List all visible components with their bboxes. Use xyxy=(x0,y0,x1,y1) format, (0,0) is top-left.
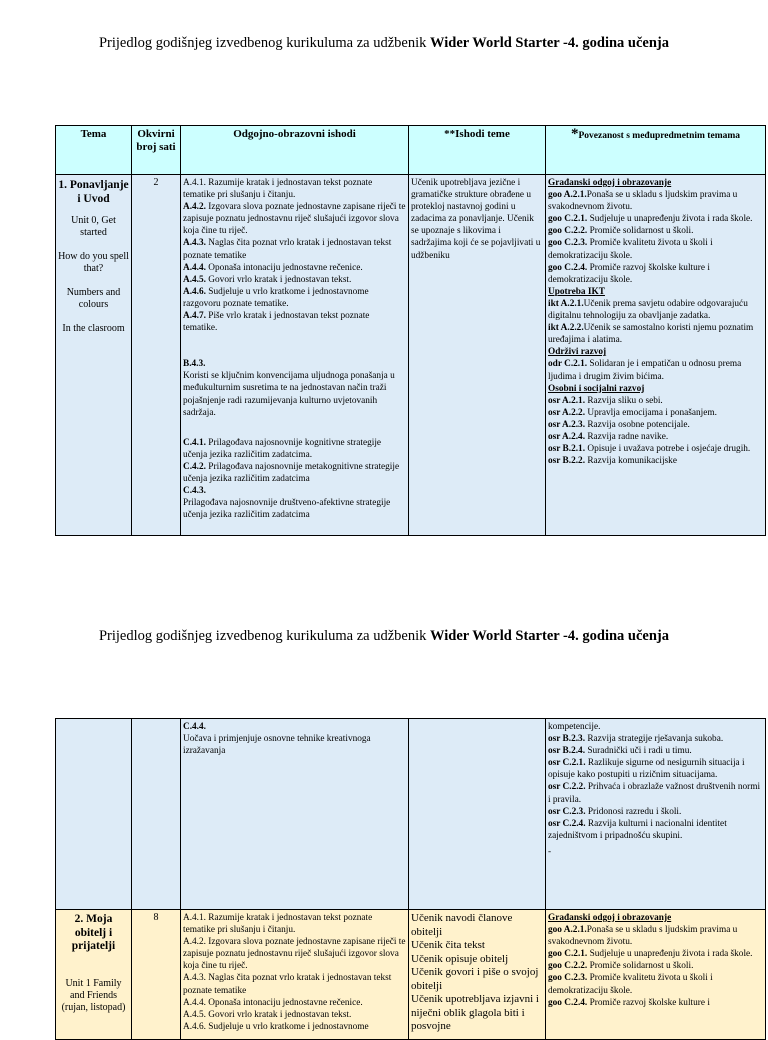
cross-code: goo A.2.1. xyxy=(548,925,587,936)
header-ishodi: Odgojno-obrazovni ishodi xyxy=(181,126,409,175)
cross-text: Razvija komunikacijske xyxy=(585,456,677,467)
cross-item xyxy=(548,322,763,346)
header-povezanost xyxy=(546,126,766,175)
outcome-text: Prilagođava najosnovnije kognitivne strategije učenja jezika različitim zadatcima. xyxy=(183,437,382,460)
outcome-text: Prilagođava najosnovnije metakognitivne strategije učenja jezika različitim zadatcima xyxy=(183,461,400,484)
header-ishodi-teme xyxy=(409,126,546,175)
unit-title: 2. Moja obitelj i prijatelji xyxy=(71,913,116,952)
cross-heading: Građanski odgoj i obrazovanje xyxy=(548,913,672,923)
cross-item xyxy=(548,972,763,996)
povezanost-label: Povezanost s međupredmetnim temama xyxy=(578,131,741,141)
table-header-row xyxy=(56,126,766,175)
cross-curricular-cell xyxy=(546,719,766,910)
cross-text: Ponaša se u skladu s ljudskim pravima u svakodnevnom životu. xyxy=(548,925,738,948)
cross-heading: Upotreba IKT xyxy=(548,286,605,297)
cross-text: Ponaša se u skladu s ljudskim pravima u svakodnevnom životu. xyxy=(548,190,738,213)
cross-heading: Osobni i socijalni razvoj xyxy=(548,383,645,394)
outcome-code-c43: C.4.3. xyxy=(183,486,206,497)
cross-item xyxy=(548,189,763,213)
curriculum-table-1 xyxy=(55,125,766,536)
outcome xyxy=(183,274,406,286)
cross-code: osr C.2.1. xyxy=(548,758,586,769)
hours-cell-empty xyxy=(132,719,181,910)
cross-text: Promiče solidarnost u školi. xyxy=(587,961,694,972)
cross-text: Prihvaća i obrazlaže važnost društvenih normi i pravila. xyxy=(548,782,761,805)
cross-code: osr A.2.3. xyxy=(548,419,586,430)
cross-code: goo C.2.3. xyxy=(548,973,588,984)
cross-item xyxy=(548,225,763,237)
cross-code: osr A.2.1. xyxy=(548,395,586,406)
cross-heading: Održivi razvoj xyxy=(548,347,607,358)
outcome-code: A.4.2. xyxy=(183,202,206,213)
cross-item xyxy=(548,733,763,745)
cross-text: Opisuje i uvažava potrebe i osjećaje drugih. xyxy=(585,444,751,455)
cross-text: Sudjeluje u unapređenju života i rada škole. xyxy=(587,949,753,960)
outcome-text: Govori vrlo kratak i jednostavan tekst. xyxy=(205,274,352,285)
outcome-code: A.4.7. xyxy=(183,311,206,322)
outcome xyxy=(183,461,406,485)
cross-item xyxy=(548,298,763,322)
asterisk: * xyxy=(570,126,579,142)
outcomes-cell xyxy=(181,910,409,1040)
cross-heading: Građanski odgoj i obrazovanje xyxy=(548,178,672,188)
cross-text: Razvija radne navike. xyxy=(585,431,669,442)
theme-outcome: Učenik navodi članove obitelji xyxy=(411,912,513,938)
table-row-unit-2 xyxy=(56,910,766,1040)
theme-outcome: Učenik opisuje obitelj xyxy=(411,952,509,965)
outcome-code: C.4.1. xyxy=(183,437,206,448)
outcome xyxy=(183,237,406,261)
outcome xyxy=(183,437,406,461)
cross-code: ikt A.2.1. xyxy=(548,298,584,309)
cross-item xyxy=(548,443,763,455)
outcome xyxy=(183,201,406,237)
cross-text: Promiče razvoj školske kulture i xyxy=(587,997,710,1008)
unit-sub: Numbers and colours xyxy=(66,287,121,310)
outcome xyxy=(183,286,406,310)
title-bold-part: Wider World Starter -4. godina učenja xyxy=(430,35,669,51)
table-row-continued xyxy=(56,719,766,910)
outcome-code: A.4.4. xyxy=(183,262,206,273)
cross-text: Učenik prema savjetu odabire odgovarajuću digitalnu tehnologiju za obavljanje zadatka. xyxy=(548,298,748,322)
tema-cell-empty xyxy=(56,719,132,910)
cross-item xyxy=(548,431,763,443)
outcome-text: Razumije kratak i jednostavan tekst poznate tematike pri slušanju i čitanju. xyxy=(183,178,373,201)
page-title-2 xyxy=(0,628,768,645)
theme-outcome: Učenik čita tekst xyxy=(411,939,485,951)
outcome-code: A.4.3. xyxy=(183,238,206,249)
cross-item xyxy=(548,262,763,286)
outcome-code: A.4.5. xyxy=(183,274,206,285)
cross-item xyxy=(548,455,763,467)
cross-item xyxy=(548,781,763,805)
cross-lead-text: kompetencije. xyxy=(548,722,601,732)
cross-code: goo C.2.3. xyxy=(548,238,588,249)
cross-item xyxy=(548,745,763,757)
title-normal-part: Prijedlog godišnjeg izvedbenog kurikuluma za udžbenik xyxy=(98,35,430,51)
cross-item xyxy=(548,237,763,261)
cross-code: osr C.2.3. xyxy=(548,806,586,817)
cross-item xyxy=(548,948,763,960)
title-bold-part: Wider World Starter -4. godina učenja xyxy=(430,628,669,644)
outcome xyxy=(183,310,406,334)
cross-item xyxy=(548,997,763,1009)
cross-text: Učenik se samostalno koristi njemu poznatim uređajima i alatima. xyxy=(548,323,754,346)
outcome-code-b43: B.4.3. xyxy=(183,359,206,370)
cross-text: Sudjeluje u unapređenju života i rada škole. xyxy=(587,214,753,225)
cross-item xyxy=(548,757,763,781)
hours-cell: 8 xyxy=(132,910,181,1040)
title-normal-part: Prijedlog godišnjeg izvedbenog kurikuluma za udžbenik xyxy=(98,628,430,644)
cross-code: osr B.2.3. xyxy=(548,734,586,745)
curriculum-table-2 xyxy=(55,718,766,1040)
cross-item xyxy=(548,806,763,818)
cross-code: osr C.2.2. xyxy=(548,782,586,793)
outcome: A.4.2. Izgovara slova poznate jednostavne zapisane riječi te zapisuje poznatu jednostavnu riječ slušajući izgovor slova koja čine tu riječ. xyxy=(183,937,406,972)
cross-code: osr B.2.1. xyxy=(548,444,586,455)
cross-text: Razlikuje sigurne od nesigurnih situacija i opisuje kako postupiti u rizičnim situacijama. xyxy=(548,758,745,781)
cross-text: Razvija osobne potencijale. xyxy=(585,419,690,430)
outcome-code: C.4.2. xyxy=(183,461,206,472)
cross-item xyxy=(548,818,763,842)
cross-item xyxy=(548,924,763,948)
cross-text: Razvija strategije rješavanja sukoba. xyxy=(585,734,724,745)
cross-item xyxy=(548,960,763,972)
cross-code: osr B.2.4. xyxy=(548,746,586,757)
cross-item xyxy=(548,419,763,431)
cross-text: Promiče solidarnost u školi. xyxy=(587,226,694,237)
cross-text: Solidaran je i empatičan u odnosu prema ljudima i drugim živim bićima. xyxy=(548,359,742,382)
cross-item xyxy=(548,358,763,382)
outcome-code-c44: C.4.4. xyxy=(183,722,206,732)
unit-title: 1. Ponavljanje i Uvod xyxy=(58,179,129,205)
outcome xyxy=(183,177,406,201)
cross-code: goo C.2.4. xyxy=(548,262,588,273)
theme-outcomes-cell xyxy=(409,910,546,1040)
cross-code: goo C.2.2. xyxy=(548,226,588,237)
outcomes-cell xyxy=(181,719,409,910)
unit-sub: How do you spell that? xyxy=(58,251,129,274)
asterisks: ** xyxy=(444,128,456,140)
outcome-text: Piše vrlo kratak i jednostavan tekst poznate tematike. xyxy=(183,311,370,334)
cross-item xyxy=(548,395,763,407)
outcome-text-b43: Koristi se ključnim konvencijama uljudnoga ponašanja u međukulturnim susretima te na jednostavan način traži pojašnjenje radi razumijevanja kulturno uvjetovanih sadržaja. xyxy=(183,371,395,418)
cross-code: osr A.2.2. xyxy=(548,407,586,418)
cross-code: goo C.2.4. xyxy=(548,997,588,1008)
unit-sub: Unit 1 Family and Friends (rujan, listopad) xyxy=(61,977,126,1013)
theme-outcomes-cell: Učenik upotrebljava jezične i gramatičke strukture obrađene u protekloj nastavnoj godini u zadacima za ponavljanje. Učenik se upoznaje s likovima i sadržajima koji će se pojavljivati u udžbeniku xyxy=(409,175,546,536)
outcome-text: Oponaša intonaciju jednostavne rečenice. xyxy=(205,262,363,273)
cross-code: odr C.2.1. xyxy=(548,359,588,370)
header-okvirni: Okvirni broj sati xyxy=(132,126,181,175)
cross-text: Upravlja emocijama i ponašanjem. xyxy=(585,407,717,418)
cross-code: osr B.2.2. xyxy=(548,456,586,467)
outcome-text-c43: Prilagođava najosnovnije društveno-afektivne strategije učenja jezika različitim zadatcima xyxy=(183,498,391,521)
tema-cell xyxy=(56,175,132,536)
outcome-text: Izgovara slova poznate jednostavne zapisane riječi te zapisuje poznatu jednostavnu riječ slušajući izgovor slova koja čine tu riječ. xyxy=(183,202,406,237)
theme-outcomes-cell-empty xyxy=(409,719,546,910)
unit-sub: Unit 0, Get started xyxy=(71,215,116,238)
cross-text: Suradnički uči i radi u timu. xyxy=(585,746,692,757)
hours-cell: 2 xyxy=(132,175,181,536)
cross-curricular-cell xyxy=(546,910,766,1040)
cross-code: ikt A.2.2. xyxy=(548,323,584,334)
outcome-text: Naglas čita poznat vrlo kratak i jednostavan tekst poznate tematike xyxy=(183,238,392,261)
outcome-code: A.4.1. xyxy=(183,178,206,188)
outcome xyxy=(183,262,406,274)
cross-item xyxy=(548,407,763,419)
outcomes-cell xyxy=(181,175,409,536)
outcome: A.4.4. Oponaša intonaciju jednostavne rečenice. xyxy=(183,997,363,1008)
outcome-text: Sudjeluje u vrlo kratkome i jednostavnome razgovoru poznate tematike. xyxy=(183,286,369,309)
dash-text: - xyxy=(548,846,552,857)
header-tema: Tema xyxy=(56,126,132,175)
cross-code: goo C.2.2. xyxy=(548,961,588,972)
cross-text: Razvija kulturni i nacionalni identitet zajedništvom i pripadnošću skupini. xyxy=(548,818,727,841)
ishodi-teme-label: Ishodi teme xyxy=(455,128,510,140)
unit-sub: In the clasroom xyxy=(62,323,125,334)
page-title xyxy=(0,35,768,52)
cross-code: goo C.2.1. xyxy=(548,214,588,225)
outcome: A.4.6. Sudjeluje u vrlo kratkome i jednostavnome xyxy=(183,1021,369,1032)
cross-curricular-cell xyxy=(546,175,766,536)
cross-text: Promiče razvoj školske kulture i demokratizaciju škole. xyxy=(548,262,710,285)
cross-text: Pridonosi razredu i školi. xyxy=(585,806,682,817)
cross-code: osr A.2.4. xyxy=(548,431,586,442)
outcome: A.4.3. Naglas čita poznat vrlo kratak i jednostavan tekst poznate tematike xyxy=(183,973,392,996)
cross-text: Razvija sliku o sebi. xyxy=(585,395,663,406)
outcome-code: A.4.6. xyxy=(183,286,206,297)
cross-code: goo A.2.1. xyxy=(548,190,587,201)
outcome: A.4.5. Govori vrlo kratak i jednostavan tekst. xyxy=(183,1009,352,1020)
table-row-unit-1 xyxy=(56,175,766,536)
cross-text: Promiče kvalitetu života u školi i demokratizaciju škole. xyxy=(548,973,713,996)
cross-code: osr C.2.4. xyxy=(548,818,586,829)
outcome-text-c44: Uočava i primjenjuje osnovne tehnike kreativnoga izražavanja xyxy=(183,734,371,757)
cross-code: goo C.2.1. xyxy=(548,949,588,960)
cross-text: Promiče kvalitetu života u školi i demokratizaciju škole. xyxy=(548,238,713,261)
theme-outcome: Učenik govori i piše o svojoj obitelji xyxy=(411,966,539,992)
cross-item xyxy=(548,213,763,225)
theme-outcome: Učenik upotrebljava izjavni i niječni oblik glagola biti i posvojne xyxy=(411,993,539,1032)
outcome: A.4.1. Razumije kratak i jednostavan tekst poznate tematike pri slušanju i čitanju. xyxy=(183,913,373,936)
tema-cell xyxy=(56,910,132,1040)
